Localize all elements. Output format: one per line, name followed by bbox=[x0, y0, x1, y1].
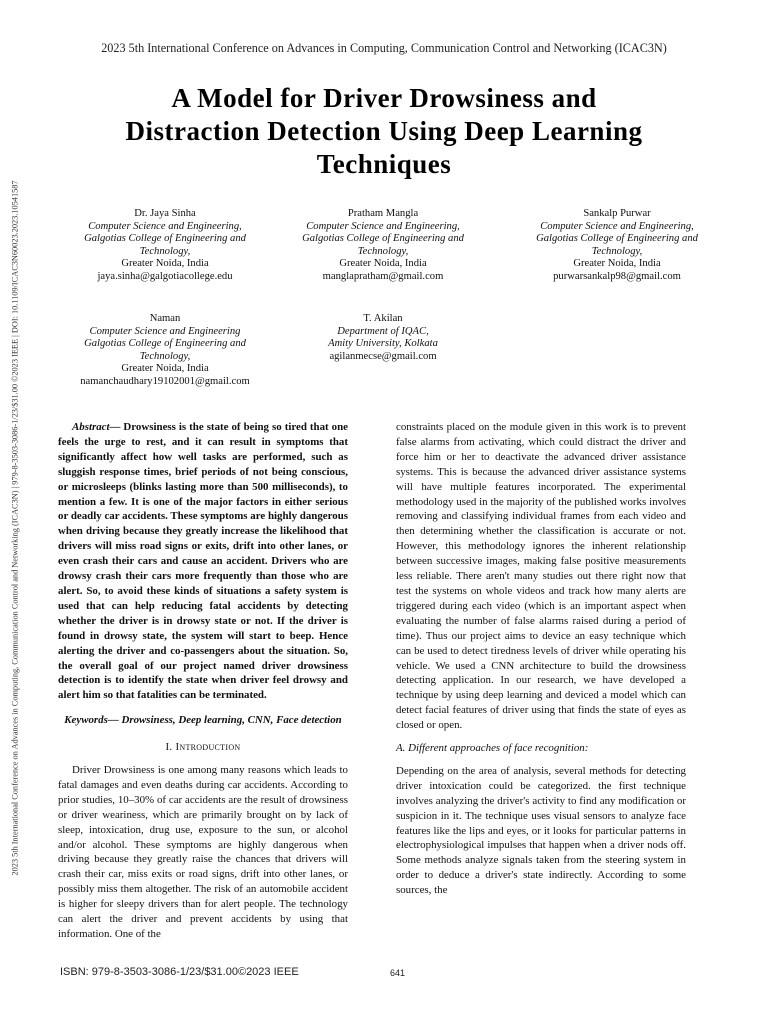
keywords-text: — Drowsiness, Deep learning, CNN, Face detection bbox=[107, 714, 342, 727]
author-name: Pratham Mangla bbox=[347, 208, 419, 219]
author-affiliation: Technology, bbox=[139, 350, 191, 362]
author-name: Dr. Jaya Sinha bbox=[134, 208, 196, 219]
author-affiliation: Department of IQAC, bbox=[337, 325, 429, 337]
author-affiliation: Galgotias College of Engineering and bbox=[84, 233, 246, 245]
side-doi-text: 2023 5th International Conference on Advances in Computing, Communication Control and Networking (ICAC3N) | 979-8-3503-3086-1/23/$31.00 ©2023 IEEE | DOI: 10.1109/ICAC3N60023.2023.10541587 bbox=[10, 179, 20, 876]
abstract-text: — Drowsiness is the state of being so tired that one feels the urge to rest, and it can result in symptoms that significantly affect how well tasks are performed, such as sluggish response times, brief periods of not being conscious, or microsleeps (blinks lasting more than 500 milliseconds), to mention a few. It is one of the major factors in either serious or deadly car accidents. These symptoms are highly dangerous when driving because they greatly increase the likelihood that drivers will miss road signs or exits, drift into other lanes, or even crash their cars and cause an accident. Drivers who are drowsy crash their cars more frequently than those who are alert. So, to avoid these kinds of situations a safety system is used that can help reducing fatal accidents by detecting whether the driver is in drowsy state or not. If the driver is found in drowsy state, the system will start to beep. Hence alerting the driver and co-passengers about the situation. So, the overall goal of our project named driver drowsiness detection is to identify the state when driver feel drowsy and alert him so that fatalities can be terminated. bbox=[58, 421, 348, 702]
author-block bbox=[283, 313, 483, 363]
author-affiliation: Computer Science and Engineering, bbox=[88, 220, 242, 232]
abstract-label: Abstract bbox=[72, 421, 110, 433]
author-block bbox=[273, 208, 493, 284]
author-name: Sankalp Purwar bbox=[583, 208, 651, 219]
title-line-3: Techniques bbox=[316, 149, 452, 179]
author-affiliation: Galgotias College of Engineering and bbox=[536, 233, 698, 245]
author-affiliation: Technology, bbox=[591, 245, 643, 257]
author-affiliation: Computer Science and Engineering bbox=[89, 325, 241, 337]
author-email: purwarsankalp98@gmail.com bbox=[553, 270, 681, 282]
author-affiliation: Galgotias College of Engineering and bbox=[302, 233, 464, 245]
author-block bbox=[45, 313, 285, 389]
footer-isbn: ISBN: 979-8-3503-3086-1/23/$31.00©2023 IEEE bbox=[60, 966, 299, 978]
author-affiliation: Amity University, Kolkata bbox=[328, 338, 438, 350]
author-email: namanchaudhary19102001@gmail.com bbox=[80, 375, 250, 387]
paper-title bbox=[60, 82, 708, 181]
author-affiliation: Computer Science and Engineering, bbox=[540, 220, 694, 232]
right-column bbox=[396, 420, 686, 898]
author-city: Greater Noida, India bbox=[339, 258, 427, 270]
author-email: agilanmecse@gmail.com bbox=[329, 350, 437, 362]
author-email: manglapratham@gmail.com bbox=[322, 270, 444, 282]
author-affiliation: Computer Science and Engineering, bbox=[306, 220, 460, 232]
author-block bbox=[507, 208, 727, 284]
author-city: Greater Noida, India bbox=[573, 258, 661, 270]
body-paragraph: Depending on the area of analysis, several methods for detecting driver intoxication could be categorized. the first technique involves analyzing the driver's activity to find any modification or suspicion in it. The technique uses visual sensors to analyze face features like the lips and eyes, or it looks for particular patterns in electrophysiological impulses that happen when a driver nods off. Some methods analyze signals taken from the steering system in order to deduce a driver's state indirectly. According to some sources, the bbox=[396, 764, 686, 897]
intro-paragraph: Driver Drowsiness is one among many reasons which leads to fatal damages and even deaths during car accidents. According to prior studies, 10–30% of car accidents are the result of drowsiness or driver weariness, which are primarily brought on by lack of sleep, intoxication, drug use, exposure to the sun, or alcohol and/or alcohol. These symptoms are highly dangerous when driving because they greatly raise the chances that drivers will crash their car, miss exits or road signs, drift into other lanes, or possibly miss them altogether. The risk of an automobile accident is higher for sleepy drivers than for alert people. The technology can alert the driver and prevent accidents by using that information. One of the bbox=[58, 764, 348, 940]
keywords bbox=[58, 713, 348, 728]
author-city: Greater Noida, India bbox=[121, 363, 209, 375]
subsection-heading: A. Different approaches of face recognition: bbox=[396, 742, 589, 755]
author-block bbox=[55, 208, 275, 284]
author-affiliation: Technology, bbox=[139, 245, 191, 257]
author-affiliation: Technology, bbox=[357, 245, 409, 257]
page-number: 641 bbox=[390, 968, 406, 978]
keywords-label: Keywords bbox=[64, 714, 108, 727]
side-doi-strip bbox=[3, 100, 27, 955]
body-paragraph: constraints placed on the module given in this work is to prevent false alarms from activating, which could distract the driver and force him or her to deactivate the advanced driver assistance systems. This is because the advanced driver assistance systems will have multiple features incorporated. The experimental methodology used in the majority of the published works involves removing and classifying individual frames from each video and then determining whether the classification is accurate or not. However, this methodology ignores the inherent relationship between successive images, making false positive measurements less reliable. There aren't many studies out there right now that test the systems on whole videos and track how many alerts are triggered during each video (which is an important aspect when evaluating the number of false alarms raised during a period of time). Thus our project aims to device an easy technique which can be used to detect tiredness levels of driver while operating his vehicle. We used a CNN architecture to build the drowsiness detecting application. In our research, we have developed a technique by using deep learning and deviced a model which can detect facial features of driver using that finds the state of eyes as closed or open. bbox=[396, 421, 686, 732]
left-column bbox=[58, 420, 348, 942]
author-city: Greater Noida, India bbox=[121, 258, 209, 270]
author-name: T. Akilan bbox=[363, 313, 403, 324]
title-line-2: Distraction Detection Using Deep Learning bbox=[125, 116, 643, 146]
title-line-1: A Model for Driver Drowsiness and bbox=[171, 83, 597, 113]
author-email: jaya.sinha@galgotiacollege.edu bbox=[97, 270, 233, 282]
author-name: Naman bbox=[149, 313, 181, 324]
abstract bbox=[58, 420, 348, 703]
conference-header: 2023 5th International Conference on Advances in Computing, Communication Control and Networking (ICAC3N) bbox=[101, 41, 667, 55]
section-heading-introduction: I. Introduction bbox=[165, 741, 241, 754]
author-affiliation: Galgotias College of Engineering and bbox=[84, 338, 246, 350]
